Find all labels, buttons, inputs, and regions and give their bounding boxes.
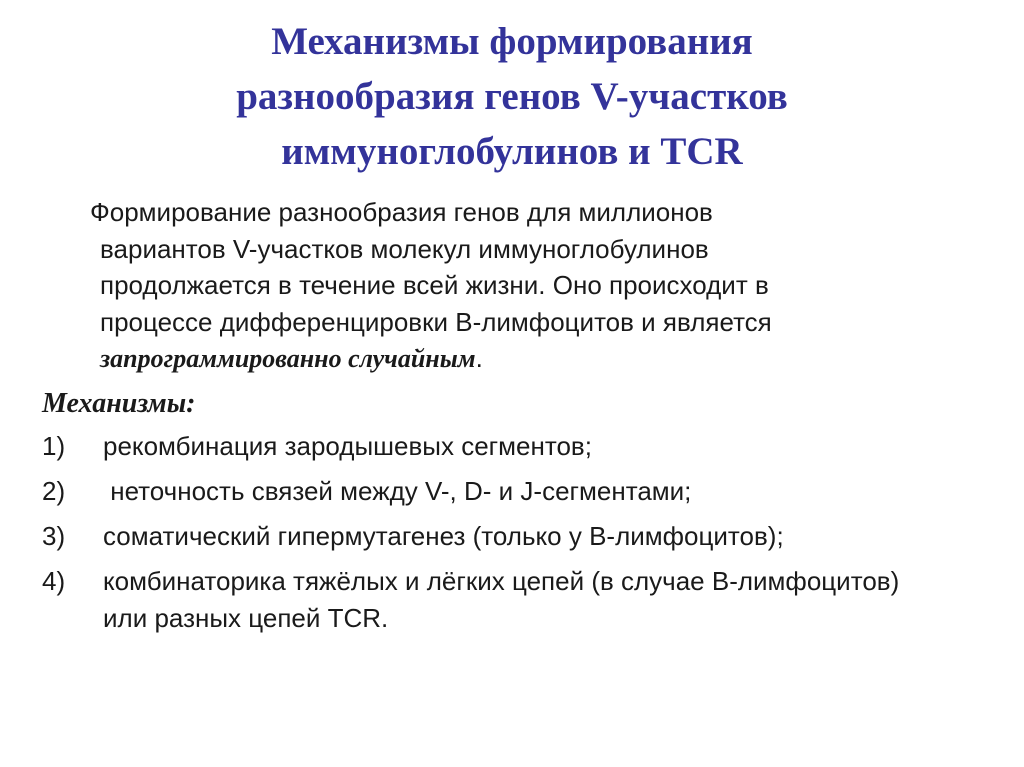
list-number: 3) — [42, 521, 66, 551]
intro-line: вариантов V-участков молекул иммуноглобулинов — [100, 233, 709, 264]
list-item — [42, 563, 992, 636]
title-line: иммуноглобулинов и TCR — [281, 130, 743, 173]
list-number: 2) — [42, 476, 66, 506]
emphasis-suffix: . — [475, 343, 483, 373]
slide-title — [112, 14, 912, 179]
list-text: рекомбинация зародышевых сегментов; — [103, 431, 592, 461]
list-item — [42, 428, 992, 465]
title-line: разнообразия генов V-участков — [236, 75, 788, 118]
intro-line: процессе дифференцировки B-лимфоцитов и является — [100, 306, 772, 337]
mechanisms-heading: Механизмы: — [42, 388, 196, 419]
list-text: соматический гипермутагенез (только у B-лимфоцитов); — [103, 521, 784, 551]
list-number: 1) — [42, 431, 66, 461]
emphasis-text: запрограммированно случайным — [100, 344, 476, 373]
intro-line-emphasis — [100, 340, 940, 378]
list-item — [42, 473, 992, 510]
intro-line: продолжается в течение всей жизни. Оно происходит в — [100, 270, 769, 300]
title-line: Механизмы формирования — [271, 20, 753, 63]
intro-paragraph — [90, 194, 940, 378]
list-item — [42, 518, 992, 555]
list-text: комбинаторика тяжёлых и лёгких цепей (в случае B-лимфоцитов) или разных цепей TCR. — [103, 566, 900, 633]
list-text: неточность связей между V-, D- и J-сегментами; — [103, 476, 692, 506]
intro-line: Формирование разнообразия генов для миллионов — [90, 197, 713, 227]
list-number: 4) — [42, 566, 66, 596]
mechanisms-list — [42, 428, 992, 645]
